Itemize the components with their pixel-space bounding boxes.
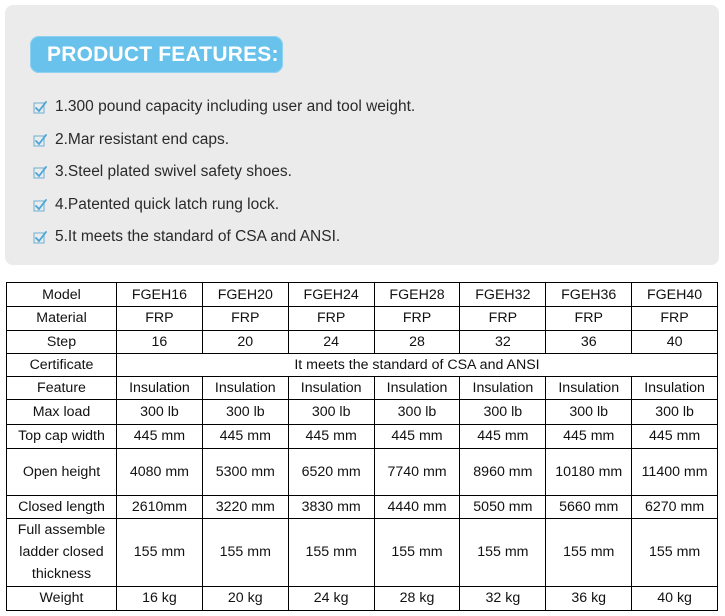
table-cell: FGEH16 [117, 283, 203, 307]
feature-item [33, 91, 415, 124]
table-cell: 445 mm [374, 424, 460, 448]
feature-item [33, 124, 415, 157]
table-cell: FRP [288, 307, 374, 330]
table-row [7, 495, 718, 518]
row-label: Closed length [7, 495, 117, 518]
table-row [7, 518, 718, 586]
table-cell: 5050 mm [460, 495, 546, 518]
table-cell: 36 [546, 330, 632, 353]
table-cell: 40 [632, 330, 718, 353]
table-cell: FRP [546, 307, 632, 330]
table-cell: 11400 mm [632, 448, 718, 495]
checkbox-check-icon [33, 198, 47, 212]
table-cell: 2610mm [117, 495, 203, 518]
table-cell: FRP [632, 307, 718, 330]
table-row [7, 377, 718, 400]
table-cell: 40 kg [632, 586, 718, 610]
table-cell: FRP [117, 307, 203, 330]
product-features-title: PRODUCT FEATURES: [30, 36, 283, 73]
table-cell: 24 [288, 330, 374, 353]
table-cell: 5660 mm [546, 495, 632, 518]
table-cell: Insulation [546, 377, 632, 400]
table-cell: 300 lb [460, 400, 546, 424]
row-label: Step [7, 330, 117, 353]
row-label: Feature [7, 377, 117, 400]
table-row [7, 307, 718, 330]
feature-item [33, 156, 415, 189]
checkbox-check-icon [33, 133, 47, 147]
checkbox-check-icon [33, 100, 47, 114]
feature-text: 3.Steel plated swivel safety shoes. [55, 163, 292, 181]
table-cell: 155 mm [117, 518, 203, 586]
table-cell: 155 mm [632, 518, 718, 586]
table-cell: 5300 mm [202, 448, 288, 495]
table-cell: 6270 mm [632, 495, 718, 518]
table-cell: 300 lb [117, 400, 203, 424]
row-label: Top cap width [7, 424, 117, 448]
table-cell: 16 kg [117, 586, 203, 610]
table-row [7, 353, 718, 376]
table-cell: 445 mm [288, 424, 374, 448]
table-cell: 32 [460, 330, 546, 353]
row-label: Material [7, 307, 117, 330]
table-cell: 3830 mm [288, 495, 374, 518]
table-cell: FGEH24 [288, 283, 374, 307]
feature-text: 4.Patented quick latch rung lock. [55, 195, 280, 213]
specification-table-body [7, 283, 718, 611]
feature-text: 5.It meets the standard of CSA and ANSI. [55, 228, 341, 246]
table-cell: 20 [202, 330, 288, 353]
table-cell: 3220 mm [202, 495, 288, 518]
table-cell: 300 lb [202, 400, 288, 424]
checkbox-check-icon [33, 165, 47, 179]
table-cell: FGEH28 [374, 283, 460, 307]
checkbox-check-icon [33, 230, 47, 244]
table-row [7, 330, 718, 353]
table-cell: FGEH32 [460, 283, 546, 307]
table-cell: 300 lb [632, 400, 718, 424]
table-cell: FGEH40 [632, 283, 718, 307]
table-cell: 28 [374, 330, 460, 353]
row-label: Open height [7, 448, 117, 495]
table-cell: 8960 mm [460, 448, 546, 495]
feature-list [33, 91, 415, 254]
feature-item [33, 189, 415, 222]
table-cell-merged: It meets the standard of CSA and ANSI [117, 353, 718, 376]
table-cell: 20 kg [202, 586, 288, 610]
feature-item [33, 221, 415, 254]
row-label: Full assemble ladder closed thickness [7, 518, 117, 586]
table-cell: 36 kg [546, 586, 632, 610]
row-label: Model [7, 283, 117, 307]
table-cell: 4080 mm [117, 448, 203, 495]
table-cell: FGEH20 [202, 283, 288, 307]
table-cell: 7740 mm [374, 448, 460, 495]
table-cell: 445 mm [632, 424, 718, 448]
table-cell: 300 lb [546, 400, 632, 424]
table-cell: Insulation [632, 377, 718, 400]
row-label: Certificate [7, 353, 117, 376]
table-row [7, 400, 718, 424]
table-cell: 24 kg [288, 586, 374, 610]
table-cell: 28 kg [374, 586, 460, 610]
table-cell: FRP [202, 307, 288, 330]
table-cell: 445 mm [460, 424, 546, 448]
table-cell: 155 mm [374, 518, 460, 586]
table-cell: 445 mm [117, 424, 203, 448]
table-cell: FRP [374, 307, 460, 330]
table-row [7, 424, 718, 448]
table-cell: 300 lb [288, 400, 374, 424]
table-cell: Insulation [460, 377, 546, 400]
specification-table [6, 282, 718, 611]
table-cell: 445 mm [202, 424, 288, 448]
table-cell: Insulation [202, 377, 288, 400]
feature-text: 2.Mar resistant end caps. [55, 130, 230, 148]
table-cell: FGEH36 [546, 283, 632, 307]
table-cell: 155 mm [546, 518, 632, 586]
table-cell: 155 mm [460, 518, 546, 586]
table-cell: Insulation [374, 377, 460, 400]
table-cell: 445 mm [546, 424, 632, 448]
table-cell: 32 kg [460, 586, 546, 610]
table-cell: Insulation [117, 377, 203, 400]
table-cell: 155 mm [202, 518, 288, 586]
table-cell: 6520 mm [288, 448, 374, 495]
table-row [7, 283, 718, 307]
table-cell: Insulation [288, 377, 374, 400]
feature-text: 1.300 pound capacity including user and tool weight. [55, 98, 416, 116]
product-features-panel [5, 5, 719, 265]
table-cell: 300 lb [374, 400, 460, 424]
row-label: Weight [7, 586, 117, 610]
row-label: Max load [7, 400, 117, 424]
table-row [7, 586, 718, 610]
table-cell: 10180 mm [546, 448, 632, 495]
table-row [7, 448, 718, 495]
table-cell: 4440 mm [374, 495, 460, 518]
table-cell: FRP [460, 307, 546, 330]
table-cell: 155 mm [288, 518, 374, 586]
table-cell: 16 [117, 330, 203, 353]
